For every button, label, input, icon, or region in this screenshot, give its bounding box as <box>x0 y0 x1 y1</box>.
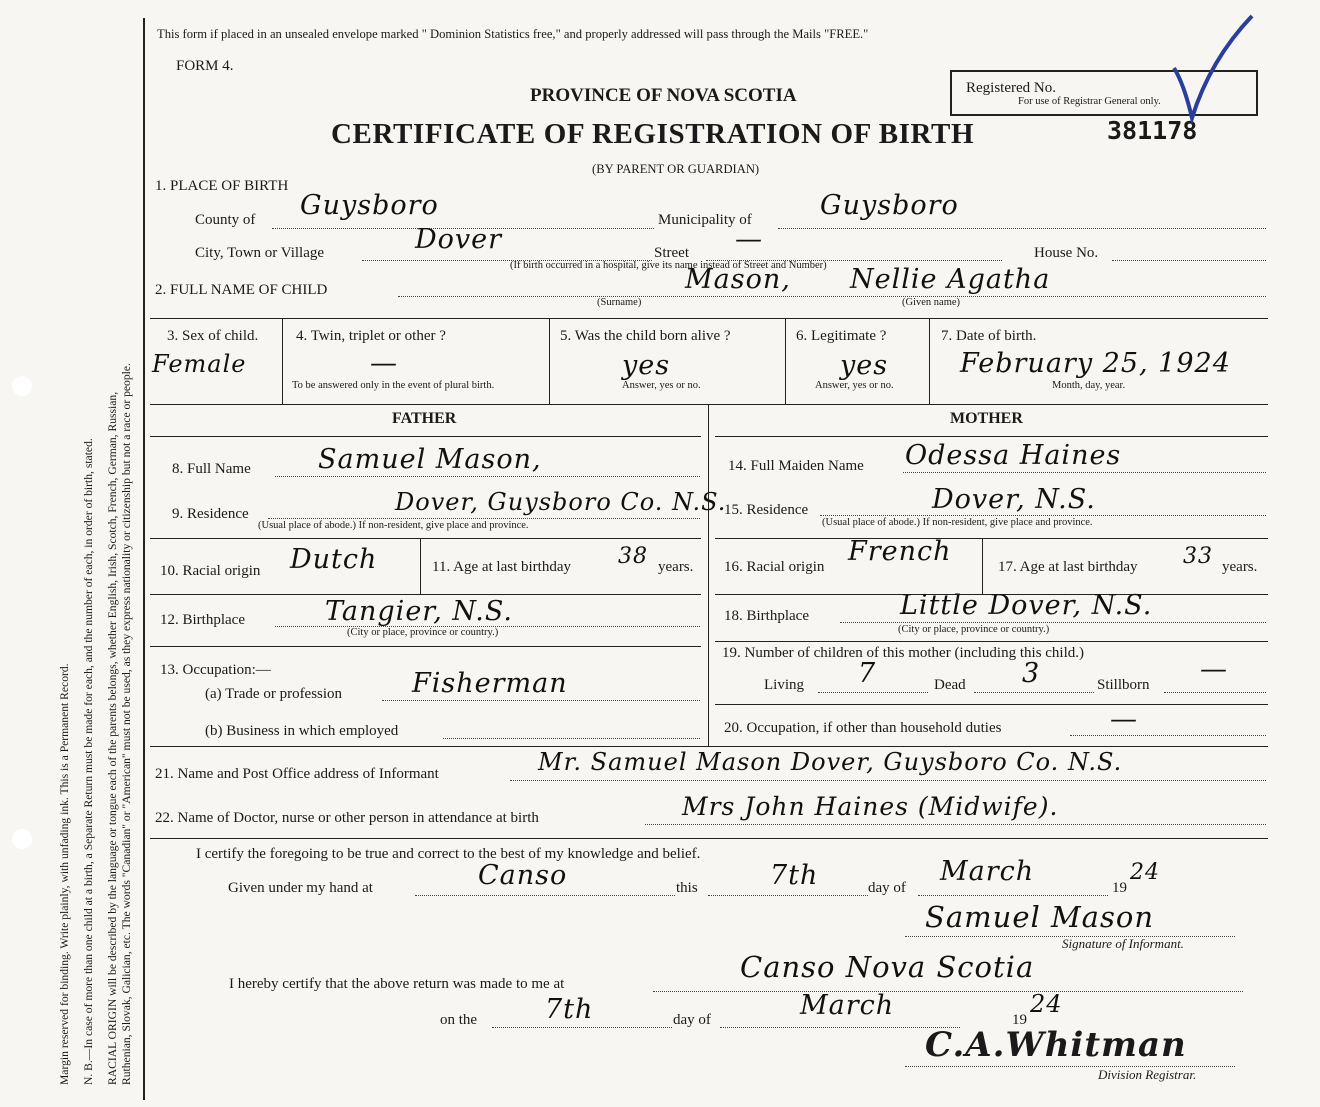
county-label: County of <box>195 212 256 228</box>
dead-label: Dead <box>934 677 966 693</box>
registered-number: 381178 <box>1107 116 1198 145</box>
certify-text: I certify the foregoing to be true and correct to the best of my knowledge and belief. <box>196 846 701 862</box>
registrar-signature-label: Division Registrar. <box>1098 1067 1197 1082</box>
trade-value: Fisherman <box>412 668 568 699</box>
margin-note-4: Ruthenian, Slovak, Galician, etc. The words "Canadian" or "American" must not be used, as they express nationality or citizenship but not a race or people. <box>120 363 133 1085</box>
twin-value: — <box>370 348 398 379</box>
stillborn-value: — <box>1200 654 1228 685</box>
dob-value: February 25, 1924 <box>960 348 1231 379</box>
margin-note-2: N. B.—In case of more than one child at a birth, a Separate Return must be made for each, and the number of each, in order of birth, stated. <box>82 438 95 1085</box>
punch-hole-top <box>12 376 32 396</box>
child-surname: Mason, <box>685 264 791 295</box>
legitimate-label: 6. Legitimate ? <box>796 328 887 344</box>
mother-name: Odessa Haines <box>905 440 1122 471</box>
alive-label: 5. Was the child born alive ? <box>560 328 731 344</box>
municipality-label: Municipality of <box>658 212 752 228</box>
registrar-year: 24 <box>1030 990 1063 1018</box>
father-residence-note: (Usual place of abode.) If non-resident, give place and province. <box>258 520 529 531</box>
punch-hole-bottom <box>12 829 32 849</box>
margin-note-1: Margin reserved for binding. Write plainly, with unfading ink. This is a Permanent Record. <box>58 663 71 1085</box>
father-racial-label: 10. Racial origin <box>160 563 261 579</box>
father-birthplace: Tangier, N.S. <box>325 596 513 627</box>
mother-birthplace-note: (City or place, province or country.) <box>898 624 1050 635</box>
registered-label: Registered No. <box>966 80 1056 96</box>
certify-month: March <box>940 856 1035 887</box>
form-number: FORM 4. <box>176 58 234 74</box>
given-place: Canso <box>478 860 568 891</box>
registrar-text: I hereby certify that the above return was made to me at <box>229 976 565 992</box>
margin-border <box>143 18 145 1100</box>
certify-this: this <box>676 880 698 896</box>
trade-label: (a) Trade or profession <box>205 686 343 702</box>
surname-label: (Surname) <box>597 297 642 308</box>
children-count-label: 19. Number of children of this mother (including this child.) <box>722 645 1085 661</box>
mother-racial-label: 16. Racial origin <box>724 559 825 575</box>
county-value: Guysboro <box>300 190 439 221</box>
certify-dayof: day of <box>868 880 906 896</box>
father-name-label: 8. Full Name <box>172 461 251 477</box>
informant-signature: Samuel Mason <box>925 900 1154 934</box>
street-label: Street <box>654 245 689 261</box>
living-label: Living <box>764 677 804 693</box>
place-of-birth-label: 1. PLACE OF BIRTH <box>155 178 289 194</box>
sex-label: 3. Sex of child. <box>167 328 259 344</box>
mother-residence: Dover, N.S. <box>932 484 1096 515</box>
mother-occupation-label: 20. Occupation, if other than household duties <box>724 720 1002 736</box>
father-racial: Dutch <box>290 544 378 575</box>
mother-birthplace: Little Dover, N.S. <box>900 590 1153 621</box>
house-label: House No. <box>1034 245 1099 261</box>
sex-value: Female <box>152 350 247 378</box>
mother-occupation: — <box>1110 704 1138 735</box>
certify-day: 7th <box>770 860 819 891</box>
registrar-month: March <box>800 990 895 1021</box>
informant-signature-label: Signature of Informant. <box>1062 936 1184 951</box>
child-given-name: Nellie Agatha <box>850 264 1051 295</box>
registrar-year-prefix: 19 <box>1012 1012 1027 1028</box>
dead-value: 3 <box>1022 658 1041 689</box>
father-birthplace-label: 12. Birthplace <box>160 612 245 628</box>
alive-note: Answer, yes or no. <box>622 380 701 391</box>
city-value: Dover <box>415 224 503 255</box>
mother-age: 33 <box>1183 544 1213 569</box>
mother-name-label: 14. Full Maiden Name <box>728 458 864 474</box>
child-name-label: 2. FULL NAME OF CHILD <box>155 282 328 298</box>
certificate-title: CERTIFICATE OF REGISTRATION OF BIRTH <box>331 118 975 150</box>
father-name: Samuel Mason, <box>318 444 542 475</box>
registrar-day: 7th <box>545 994 594 1025</box>
doctor-label: 22. Name of Doctor, nurse or other person in attendance at birth <box>155 810 539 826</box>
dob-label: 7. Date of birth. <box>941 328 1037 344</box>
informant-label: 21. Name and Post Office address of Informant <box>155 766 439 782</box>
twin-note: To be answered only in the event of plural birth. <box>292 380 495 391</box>
street-value: — <box>735 224 763 255</box>
living-value: 7 <box>858 658 877 689</box>
mother-years: years. <box>1222 559 1258 575</box>
informant-value: Mr. Samuel Mason Dover, Guysboro Co. N.S. <box>538 748 1123 776</box>
hospital-note: (If birth occurred in a hospital, give its name instead of Street and Number) <box>510 260 827 271</box>
legitimate-value: yes <box>840 350 889 381</box>
registrar-dayof: day of <box>673 1012 711 1028</box>
registrar-on: on the <box>440 1012 478 1028</box>
father-age-label: 11. Age at last birthday <box>432 559 571 575</box>
municipality-value: Guysboro <box>820 190 959 221</box>
mail-notice: This form if placed in an unsealed envelope marked " Dominion Statistics free," and properly addressed will pass through the Mails "FREE." <box>157 27 869 41</box>
province-heading: PROVINCE OF NOVA SCOTIA <box>530 85 797 106</box>
doctor-value: Mrs John Haines (Midwife). <box>682 792 1059 821</box>
registrar-place: Canso Nova Scotia <box>740 950 1035 984</box>
given-under-label: Given under my hand at <box>228 880 373 896</box>
father-residence: Dover, Guysboro Co. N.S. <box>395 488 727 516</box>
city-label: City, Town or Village <box>195 245 325 261</box>
father-age: 38 <box>618 544 648 569</box>
registrar-note: For use of Registrar General only. <box>1018 96 1161 107</box>
certify-year-prefix: 19 <box>1112 880 1127 896</box>
mother-birthplace-label: 18. Birthplace <box>724 608 809 624</box>
registrar-signature: C.A.Whitman <box>925 1025 1187 1065</box>
mother-heading: MOTHER <box>950 410 1023 427</box>
mother-age-label: 17. Age at last birthday <box>998 559 1138 575</box>
legitimate-note: Answer, yes or no. <box>815 380 894 391</box>
certify-year: 24 <box>1130 860 1160 885</box>
twin-label: 4. Twin, triplet or other ? <box>296 328 446 344</box>
dob-note: Month, day, year. <box>1052 380 1126 391</box>
mother-residence-note: (Usual place of abode.) If non-resident, give place and province. <box>822 517 1093 528</box>
certificate-subtitle: (BY PARENT OR GUARDIAN) <box>592 162 760 176</box>
stillborn-label: Stillborn <box>1097 677 1150 693</box>
checkmark-icon <box>1170 10 1256 125</box>
mother-residence-label: 15. Residence <box>724 502 809 518</box>
father-occupation-label: 13. Occupation:— <box>160 662 271 678</box>
father-heading: FATHER <box>392 410 457 427</box>
mother-racial: French <box>848 536 952 567</box>
business-label: (b) Business in which employed <box>205 723 399 739</box>
father-residence-label: 9. Residence <box>172 506 249 522</box>
father-birthplace-note: (City or place, province or country.) <box>347 627 499 638</box>
margin-note-3: RACIAL ORIGIN will be described by the language or tongue each of the parents belongs, whether English, Irish, Scotch, French, German, Russian, <box>106 391 119 1085</box>
father-years: years. <box>658 559 694 575</box>
alive-value: yes <box>622 350 671 381</box>
given-name-label: (Given name) <box>902 297 961 308</box>
